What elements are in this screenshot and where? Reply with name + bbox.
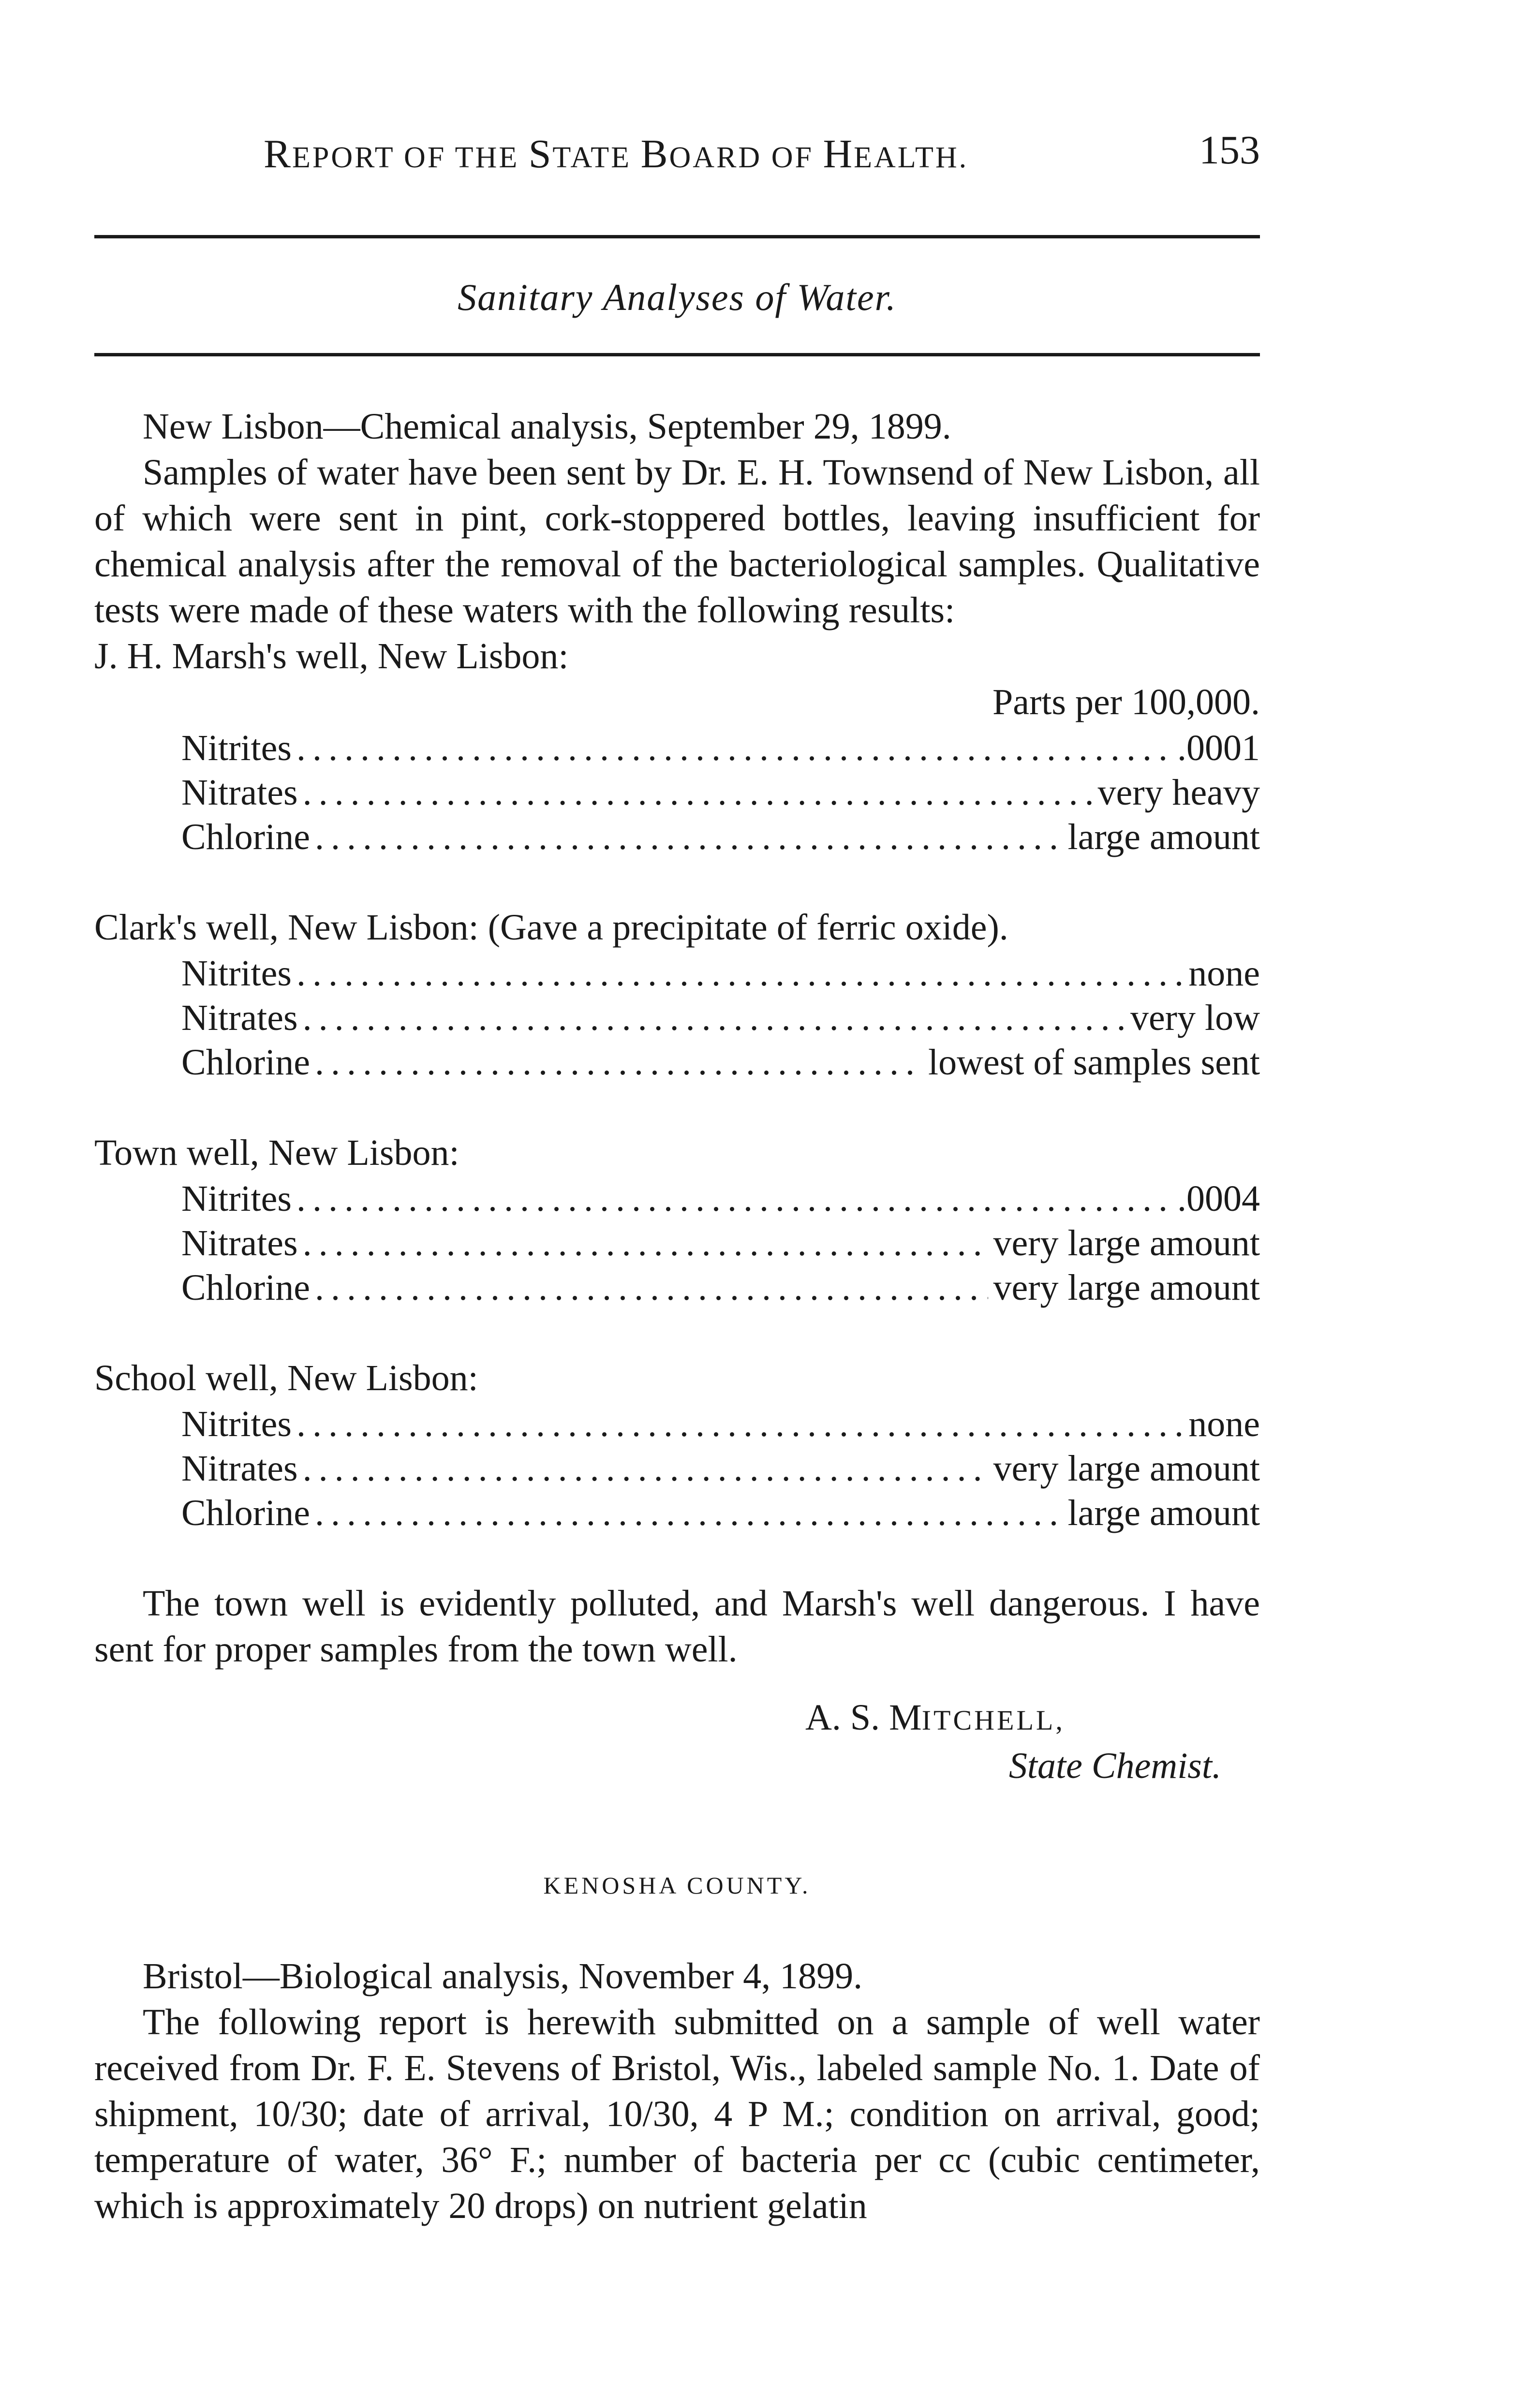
document-page: [94, 0, 1260, 2408]
result-row: Nitrites ..... none: [181, 951, 1260, 995]
leader-dots: [296, 1176, 1172, 1222]
leader-dots: [315, 814, 1063, 860]
leader-dots: [315, 1265, 989, 1311]
bristol-heading: Bristol—Biological analysis, November 4, 1899.: [143, 1956, 863, 1997]
well-name: School well, New Lisbon:: [94, 1358, 478, 1398]
leader-dots: [296, 1401, 1184, 1447]
result-row: Nitrates ..... very heavy: [181, 770, 1260, 814]
leader-dots: [315, 1490, 1063, 1536]
result-row: Chlorine ..... large amount: [181, 814, 1260, 859]
signature-title: State Chemist.: [1008, 1746, 1221, 1786]
header-rule: [94, 235, 1260, 238]
new-lisbon-section: [94, 404, 1260, 1673]
running-title: REPORT OF THE STATE BOARD OF HEALTH.: [264, 132, 969, 176]
bristol-section: [94, 1953, 1260, 2229]
result-row: Nitrites ..... none: [181, 1401, 1260, 1446]
units-label: Parts per 100,000.: [992, 682, 1260, 722]
new-lisbon-heading: New Lisbon—Chemical analysis, September 29, 1899.: [143, 406, 951, 447]
section-title: Sanitary Analyses of Water.: [458, 276, 897, 318]
result-row: Nitrates ..... very large amount: [181, 1446, 1260, 1490]
new-lisbon-paragraph: Samples of water have been sent by Dr. E. H. Townsend of New Lisbon, all of which were sent in pint, cork-stoppered bottles, leaving insufficient for chemical analysis after the removal of the bacteriological samples. Qualitative tests were made of these waters with the following results:: [94, 452, 1260, 631]
leader-dots: [296, 725, 1172, 771]
result-row: Nitrites ..... .0001: [181, 725, 1260, 770]
leader-dots: [303, 995, 1125, 1041]
section-rule: [94, 353, 1260, 356]
signature-block: [94, 1695, 1260, 1789]
result-row: Nitrates ..... very low: [181, 995, 1260, 1040]
running-head: [94, 128, 1260, 189]
result-row: Nitrates ..... very large amount: [181, 1220, 1260, 1265]
well-name: Town well, New Lisbon:: [94, 1132, 459, 1173]
result-row: Nitrites ..... .0004: [181, 1176, 1260, 1220]
result-row: Chlorine ..... large amount: [181, 1490, 1260, 1535]
well-name: J. H. Marsh's well, New Lisbon:: [94, 636, 569, 676]
page-number: 153: [1199, 128, 1260, 173]
signature-name: A. S. MITCHELL,: [805, 1697, 1065, 1738]
bristol-paragraph: The following report is herewith submitted on a sample of well water received from Dr. F. E. Stevens of Bristol, Wis., labeled sample No. 1. Date of shipment, 10/30; date of arrival, 10/30, 4 P M.; condition on arrival, good; temperature of water, 36° F.; number of bacteria per cc (cubic centimeter, which is approximately 20 drops) on nutrient gelatin: [94, 2002, 1260, 2226]
county-heading: KENOSHA COUNTY.: [543, 1872, 811, 1899]
result-row: Chlorine ..... very large amount: [181, 1265, 1260, 1309]
result-row: Chlorine ..... lowest of samples sent: [181, 1040, 1260, 1084]
leader-dots: [303, 1220, 989, 1266]
leader-dots: [303, 1446, 989, 1492]
leader-dots: [303, 770, 1093, 816]
leader-dots: [315, 1040, 923, 1086]
leader-dots: [296, 951, 1184, 997]
conclusion-paragraph: The town well is evidently polluted, and Marsh's well dangerous. I have sent for proper samples from the town well.: [94, 1583, 1260, 1670]
well-name: Clark's well, New Lisbon: (Gave a precipitate of ferric oxide).: [94, 907, 1008, 948]
